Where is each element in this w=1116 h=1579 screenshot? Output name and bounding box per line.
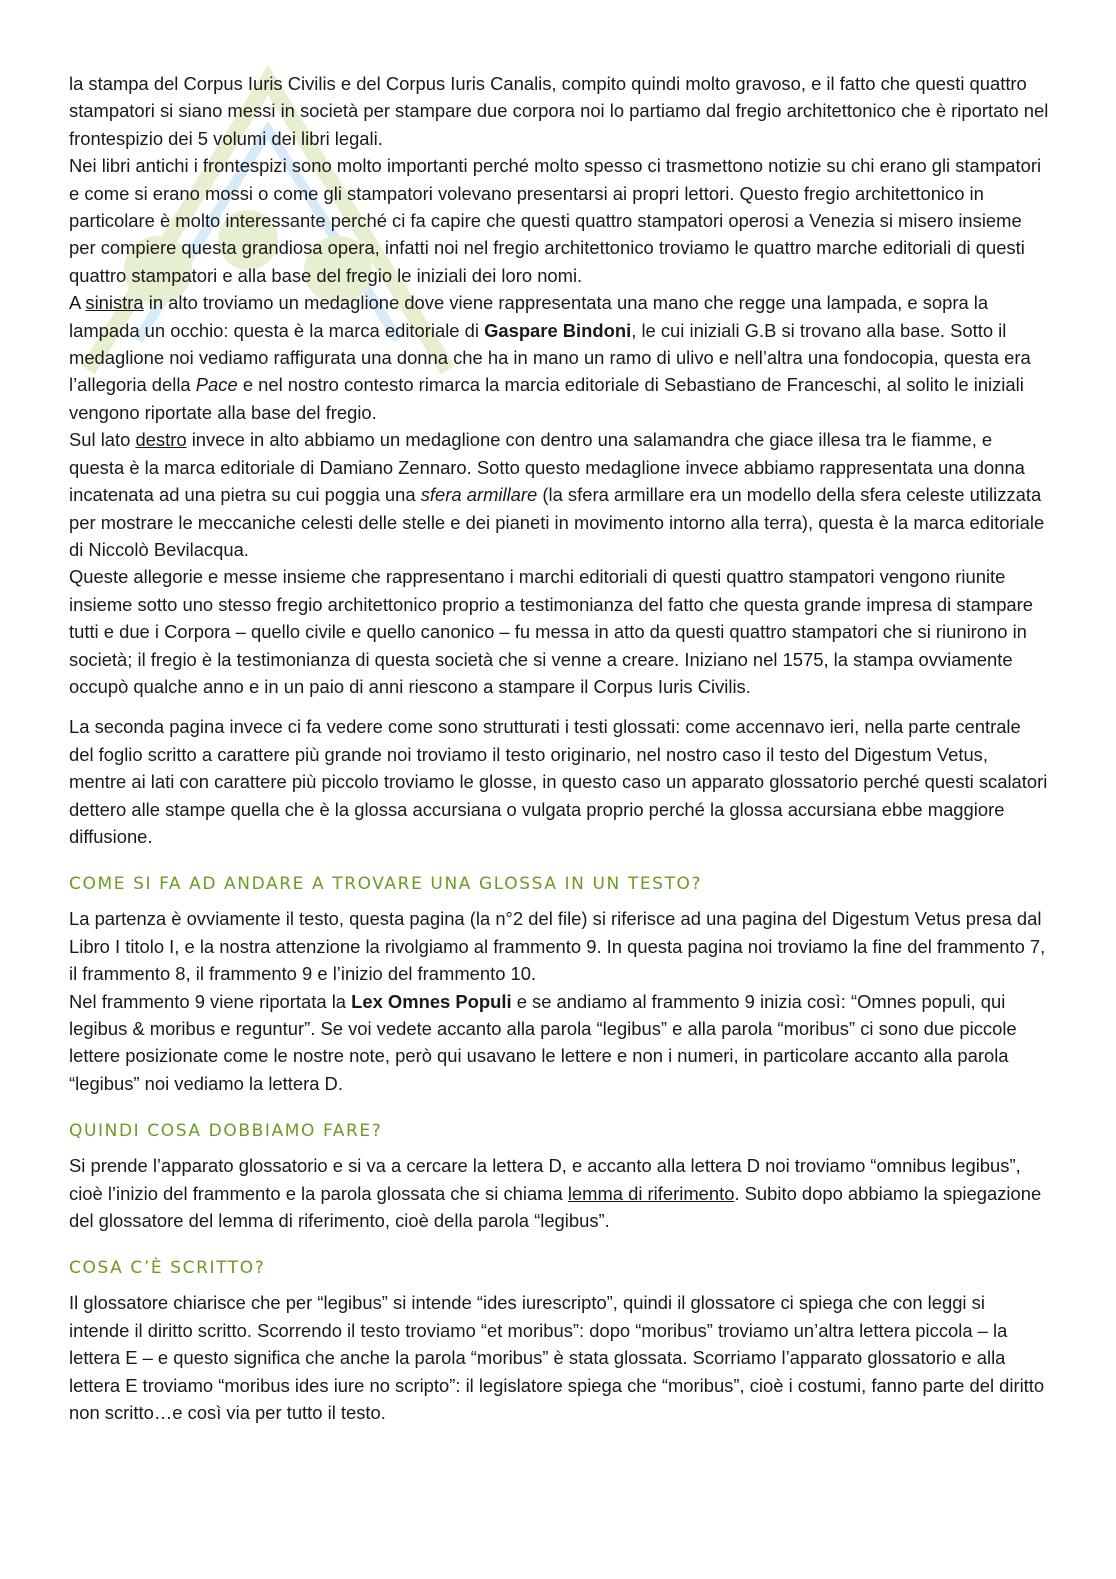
heading-find-gloss: COME SI FA AD ANDARE A TROVARE UNA GLOSSA IN UN TESTO?: [69, 874, 703, 895]
bold-name-gaspare-bindoni: Gaspare Bindoni: [484, 319, 632, 341]
heading-what-to-do: QUINDI COSA DOBBIAMO FARE?: [69, 1121, 383, 1142]
underlined-word-sinistra: sinistra: [85, 292, 144, 314]
paragraph-glossator-explains: Il glossatore chiarisce che per “legibus” si intende “ides iurescripto”, quindi il glossatore ci spiega che con leggi si intende il diritto scritto. Scorrendo il testo troviamo “et moribus”: dopo “moribus” troviamo un’altra lettera piccola – la lettera E – e questo significa che anche la parola “moribus” è stata glossata. Scorriamo l’apparato glossatorio e alla lettera E troviamo “moribus ides iure no scripto”: il legislatore spiega che “moribus”, cioè i costumi, fanno parte del diritto non scritto…e così via per tutto il testo.: [69, 1292, 1045, 1424]
paragraph-right-side: Sul lato destro invece in alto abbiamo un medaglione con dentro una salamandra che giace illesa tra le fiamme, e questa è la marca editoriale di Damiano Zennaro. Sotto questo medaglione invece abbiamo rappresentata una donna incatenata ad una pietra su cui poggia una sfera armillare (la sfera armillare era un modello della sfera celeste utilizzata per mostrare le meccaniche celesti delle stelle e dei pianeti in movimento intorno alla terra), questa è la marca editoriale di Niccolò Bevilacqua.: [69, 429, 1045, 560]
underlined-lemma-di-riferimento: lemma di riferimento: [567, 1182, 735, 1204]
paragraph-gloss-apparatus: Si prende l’apparato glossatorio e si va a cercare la lettera D, e accanto alla lettera D noi troviamo “omnibus legibus”, cioè l’inizio del frammento e la parola glossata che si chiama lemma di riferimento. Subito dopo abbiamo la spiegazione del glossatore del lemma di riferimento, cioè della parola “legibus”.: [69, 1155, 1042, 1232]
italic-sfera-armillare: sfera armillare: [420, 484, 538, 506]
heading-what-is-written: COSA C’È SCRITTO?: [69, 1258, 266, 1279]
bold-lex-omnes-populi: Lex Omnes Populi: [351, 990, 512, 1012]
paragraph-corpus-print: la stampa del Corpus Iuris Civilis e del Corpus Iuris Canalis, compito quindi molto gravoso, e il fatto che questi quattro stampatori si siano messi in società per stampare due corpora noi lo partiamo dal fregio architettonico che è riportato nel frontespizio dei 5 volumi dei libri legali.: [69, 73, 1049, 149]
paragraph-frontispieces: Nei libri antichi i frontespizi sono molto importanti perché molto spesso ci trasmettono notizie su chi erano gli stampatori e come si erano mossi o come gli stampatori volevano presentarsi ai propri lettori. Questo fregio architettonico in particolare è molto interessante perché ci fa capire che questi quattro stampatori operosi a Venezia si misero insieme per compiere questa grandiosa opera, infatti noi nel fregio architettonico troviamo le quattro marche editoriali di questi quattro stampatori e alla base del fregio le iniziali dei loro nomi.: [69, 155, 1042, 286]
italic-word-pace: Pace: [195, 374, 238, 396]
paragraph-left-side: A sinistra in alto troviamo un medaglione dove viene rappresentata una mano che regge una lampada, e sopra la lampada un occhio: questa è la marca editoriale di Gaspare Bindoni, le cui iniziali G.B si trovano alla base. Sotto il medaglione noi vediamo raffigurata una donna che ha in mano un ramo di ulivo e nell’altra una fondocopia, questa era l’allegoria della Pace e nel nostro contesto rimarca la marcia editoriale di Sebastiano de Franceschi, al solito le iniziali vengono riportate alla base del fregio.: [69, 292, 1031, 423]
paragraph-allegories: Queste allegorie e messe insieme che rappresentano i marchi editoriali di questi quattro stampatori vengono riunite insieme sotto uno stesso fregio architettonico proprio a testimonianza del fatto che questa grande impresa di stampare tutti e due i Corpora – quello civile e quello canonico – fu messa in atto da questi quattro stampatori che si riunirono in società; il fregio è la testimonianza di questa società che si venne a creare. Iniziano nel 1575, la stampa ovviamente occupò qualche anno e in un paio di anni riescono a stampare il Corpus Iuris Civilis.: [69, 566, 1033, 697]
paragraph-starting-text: La partenza è ovviamente il testo, questa pagina (la n°2 del file) si riferisce ad una pagina del Digestum Vetus presa dal Libro I titolo I, e la nostra attenzione la rivolgiamo al frammento 9. In questa pagina noi troviamo la fine del frammento 7, il frammento 8, il frammento 9 e l’inizio del frammento 10.: [69, 908, 1046, 985]
document-page: [69, 70, 1049, 1426]
underlined-word-destro: destro: [135, 429, 187, 451]
paragraph-lex-omnes-populi: Nel frammento 9 viene riportata la Lex Omnes Populi e se andiamo al frammento 9 inizia così: “Omnes populi, qui legibus & moribus e reguntur”. Se voi vedete accanto alla parola “legibus” e alla parola “moribus” ci sono due piccole lettere posizionate come le nostre note, però qui usavano le lettere e non i numeri, in particolare accanto alla parola “legibus” noi vediamo la lettera D.: [69, 990, 1017, 1094]
paragraph-second-page: La seconda pagina invece ci fa vedere come sono strutturati i testi glossati: come accennavo ieri, nella parte centrale del foglio scritto a carattere più grande noi troviamo il testo originario, nel nostro caso il testo del Digestum Vetus, mentre ai lati con carattere più piccolo troviamo le glosse, in questo caso un apparato glossatorio perché questi scalatori dettero alle stampe quella che è la glossa accursiana o vulgata proprio perché la glossa accursiana ebbe maggiore diffusione.: [69, 716, 1048, 847]
